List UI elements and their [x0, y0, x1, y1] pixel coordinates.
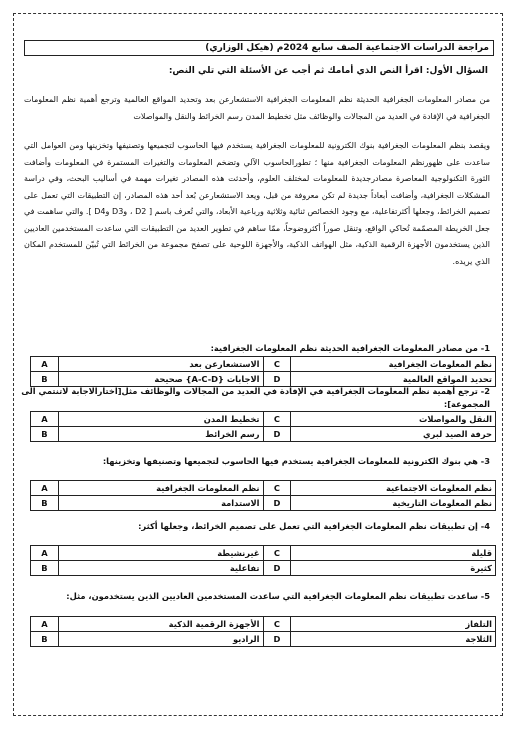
question-1-options [30, 356, 496, 387]
option-letter[interactable]: A [31, 412, 59, 427]
option-text[interactable]: تحديد المواقع العالمية [291, 372, 496, 387]
option-letter[interactable]: A [31, 546, 59, 561]
option-letter[interactable]: C [263, 357, 291, 372]
option-letter[interactable]: D [263, 561, 291, 576]
option-text[interactable]: الثلاجة [291, 632, 496, 647]
option-text[interactable]: نظم المعلومات الجغرافية [291, 357, 496, 372]
option-letter[interactable]: A [31, 617, 59, 632]
option-letter[interactable]: A [31, 481, 59, 496]
option-text[interactable]: النقل والمواصلات [291, 412, 496, 427]
option-row [31, 481, 496, 496]
option-text[interactable]: تفاعلية [58, 561, 263, 576]
question-5-options [30, 616, 496, 647]
option-row [31, 617, 496, 632]
option-row [31, 412, 496, 427]
question-2-options [30, 411, 496, 442]
option-text[interactable]: الاستشعارعن بعد [58, 357, 263, 372]
option-letter[interactable]: B [31, 372, 59, 387]
option-row [31, 561, 496, 576]
option-text[interactable]: الأجهزة الرقمية الذكية [58, 617, 263, 632]
option-letter[interactable]: C [263, 617, 291, 632]
option-letter[interactable]: D [263, 372, 291, 387]
question-3-text: 3- هي بنوك الكترونية للمعلومات الجغرافية يستخدم فيها الحاسوب لتجميعها وتصنيفها وتخزينها: [102, 456, 490, 466]
option-text[interactable]: نظم المعلومات الجغرافية [58, 481, 263, 496]
option-row [31, 632, 496, 647]
question-heading: السؤال الأول: اقرأ النص الذي أمامك ثم أجب عن الأسئلة التي تلي النص: [168, 66, 488, 76]
option-text[interactable]: نظم المعلومات التاريخية [291, 496, 496, 511]
option-row [31, 427, 496, 442]
option-letter[interactable]: D [263, 496, 291, 511]
option-letter[interactable]: C [263, 412, 291, 427]
reading-paragraph-2: ويقصد بنظم المعلومات الجغرافية بنوك الكترونية للمعلومات الجغرافية يستخدم فيها الحاسوب لتجميعها وتصنيفها وتخزينها ومن العوامل التي ساعدت على ظهورنظم المعلومات الجغرافية منها ؛ تطورالحاسوب الآلي وتضخم المعلومات والتغيرات المستمرة في المعلومات وأضافت الثورة التكنولوجية المعاصرة مصادرجديدة للمعلومات لمختلف العلوم، وأحدثت هذه المصادر تغيرات مهمة في أساليب البحث، وفي دراسة المشكلات الجغرافية، وأضافت أبعاداً جديدة لم تكن معروفة من قبل، ويعد الاستشعارعن بُعد أحد هذه المصادر، إن التطبيقات التي تعمل على تصميم الخرائط، وجعلها أكثرتفاعلية، مع وجود الخصائص ثنائية وثلاثية ورباعية الأبعاد، والتي تُعرف باسم [ D2 ، وD3 وD4 ]. والتي ساهمت في جعل الخريطة المصمّمة تُحاكي الواقع، وتنقل صوراً أكثروضوحاً، ممّا ساهم في تطوير العديد من التطبيقات التي ساعدت المستخدمين العاديين الذين يستخدمون الأجهزة الرقمية الذكية، مثل الهواتف الذكية، والأجهزة اللوحية على تصفح مجموعة من الخرائط التي تُبيّن للمستخدم المكان الذي يريده. [24, 141, 491, 266]
question-5-text: 5- ساعدت تطبيقات نظم المعلومات الجغرافية التي ساعدت المستخدمين العاديين الذين يستخدمون، مثل: [66, 591, 490, 601]
question-4-options [30, 545, 496, 576]
option-text[interactable]: الاستدامة [58, 496, 263, 511]
option-text[interactable]: تخطيط المدن [58, 412, 263, 427]
option-text[interactable]: نظم المعلومات الاجتماعية [291, 481, 496, 496]
option-text[interactable]: كثيرة [291, 561, 496, 576]
option-letter[interactable]: B [31, 427, 59, 442]
option-row [31, 546, 496, 561]
option-letter[interactable]: D [263, 427, 291, 442]
option-letter[interactable]: C [263, 481, 291, 496]
option-letter[interactable]: C [263, 546, 291, 561]
page-title: مراجعة الدراسات الاجتماعية الصف سابع 2024م (هيكل الوزاري) [24, 40, 494, 56]
option-letter[interactable]: B [31, 496, 59, 511]
option-row [31, 357, 496, 372]
option-text[interactable]: رسم الخرائط [58, 427, 263, 442]
reading-paragraph-1: من مصادر المعلومات الجغرافية الحديثة نظم المعلومات الجغرافية الاستشعارعن بعد وتحديد المواقع العالمية وترجع أهمية نظم المعلومات الجغرافية في الإفادة في العديد من المجالات والوظائف مثل تخطيط المدن رسم الخرائط والنقل والمواصلات [24, 95, 490, 121]
question-2-text: 2- ترجع أهمية نظم المعلومات الجغرافية في الإفادة في العديد من المجالات والوظائف مثل[اختارالاجابة لاتنتمي الى المجموعة]: [21, 386, 490, 409]
question-4-text: 4- إن تطبيقات نظم المعلومات الجغرافية التي تعمل على تصميم الخرائط، وجعلها أكثر: [138, 521, 490, 531]
option-letter[interactable]: B [31, 561, 59, 576]
option-text[interactable]: التلفاز [291, 617, 496, 632]
option-letter[interactable]: A [31, 357, 59, 372]
option-text[interactable]: الاجابات {A-C-D} صحيحة [58, 372, 263, 387]
option-letter[interactable]: D [263, 632, 291, 647]
question-3-options [30, 480, 496, 511]
option-text[interactable]: قليلة [291, 546, 496, 561]
option-text[interactable]: الراديو [58, 632, 263, 647]
option-text[interactable]: غيرنشيطة [58, 546, 263, 561]
option-row [31, 496, 496, 511]
option-text[interactable]: حرفة الصيد لبري [291, 427, 496, 442]
question-1-text: 1- من مصادر المعلومات الجغرافية الحديثة نظم المعلومات الجغرافية: [210, 343, 490, 353]
option-letter[interactable]: B [31, 632, 59, 647]
